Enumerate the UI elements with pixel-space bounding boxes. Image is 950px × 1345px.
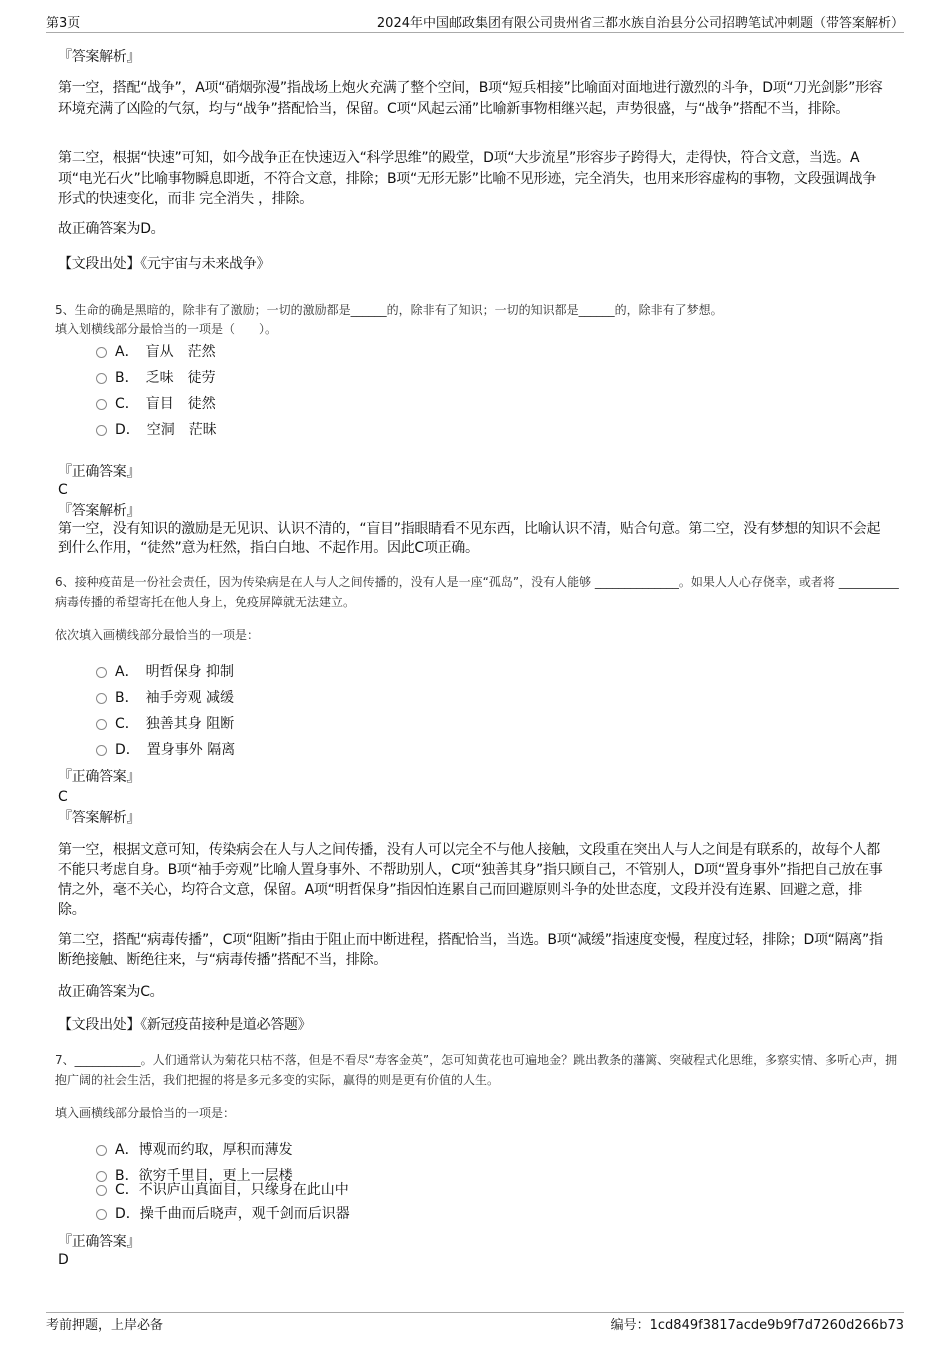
analysis-paragraph: 第一空，根据文意可知，传染病会在人与人之间传播，没有人可以完全不与他人接触，文段重在突出人与人之间是有联系的，故每个人都不能只考虑自身。B项“袖手旁观”比喻人置身事外、不帮助别人，C项“独善其身”指只顾自己，不管别人，D项“置身事外”指把自己放在事情之外，毫不关心，均符合文意，保留。A项“明哲保身”指因怕连累自己而回避原则斗争的处世态度，文段并没有连累、回避之意，排除。 [58,842,883,918]
option-label: D．操千曲而后晓声，观千剑而后识器 [115,1206,350,1222]
radio-icon[interactable] [96,1209,107,1220]
option-c[interactable] [96,1181,349,1199]
correct-answer: C [58,482,68,498]
analysis-label: 『答案解析』 [58,810,141,826]
option-a[interactable] [96,1141,293,1159]
option-label: A． 盲从 茫然 [115,344,216,360]
source: 【文段出处】《元宇宙与未来战争》 [58,256,271,272]
header-divider [46,32,904,33]
option-label: A．博观而约取，厚积而薄发 [115,1142,293,1158]
code-label: 编号： [610,1318,650,1333]
question-5-prompt: 填入划横线部分最恰当的一项是（ ）。 [55,322,278,336]
question-7-prompt: 填入画横线部分最恰当的一项是： [55,1106,236,1120]
option-label: B． 袖手旁观 减缓 [115,690,235,706]
radio-icon[interactable] [96,693,107,704]
option-c[interactable] [96,395,216,413]
option-label: D． 空洞 茫昧 [115,422,217,438]
option-label: C． 盲目 徒然 [115,396,216,412]
correct-answer-label: 『正确答案』 [58,464,141,480]
option-label: B．欲穷千里目，更上一层楼 [115,1168,293,1184]
option-d[interactable] [96,741,235,759]
question-5-stem: 5、生命的确是黑暗的，除非有了激励；一切的激励都是______的，除非有了知识；一切的知识都是______的，除非有了梦想。 [55,303,723,317]
code-value: 1cd849f3817acde9b9f7d7260d266b73 [649,1318,904,1333]
option-c[interactable] [96,715,234,733]
conclusion: 故正确答案为C。 [58,984,164,1000]
radio-icon[interactable] [96,373,107,384]
analysis-paragraph: 第一空，搭配“战争”，A项“硝烟弥漫”指战场上炮火充满了整个空间，B项“短兵相接”比喻面对面地进行激烈的斗争，D项“刀光剑影”形容环境充满了凶险的气氛，均与“战争”搭配恰当，保留。C项“风起云涌”比喻新事物相继兴起，声势很盛，与“战争”搭配不当，排除。 [58,80,883,117]
document-title: 2024年中国邮政集团有限公司贵州省三都水族自治县分公司招聘笔试冲刺题（带答案解析） [376,16,904,31]
analysis-label: 『答案解析』 [58,49,141,65]
option-b[interactable] [96,689,234,707]
radio-icon[interactable] [96,399,107,410]
option-b[interactable] [96,369,216,387]
option-label: C． 独善其身 阻断 [115,716,235,732]
correct-answer: C [58,789,68,805]
radio-icon[interactable] [96,1145,107,1156]
correct-answer-label: 『正确答案』 [58,769,141,785]
source: 【文段出处】《新冠疫苗接种是道必答题》 [58,1017,312,1033]
radio-icon[interactable] [96,667,107,678]
analysis-paragraph: 第二空，根据“快速”可知，如今战争正在快速迈入“科学思维”的殿堂，D项“大步流星”形容步子跨得大，走得快，符合文意，当选。A项“电光石火”比喻事物瞬息即逝，不符合文意，排除；B项“无形无影”比喻不见形迹，完全消失，也用来形容虚构的事物，文段强调战争形式的快速变化，而非 完全消失 ，排除。 [58,150,877,207]
footer-slogan: 考前押题，上岸必备 [46,1318,164,1333]
conclusion: 故正确答案为D。 [58,221,165,237]
radio-icon[interactable] [96,745,107,756]
radio-icon[interactable] [96,347,107,358]
option-label: A． 明哲保身 抑制 [115,664,235,680]
question-6-prompt: 依次填入画横线部分最恰当的一项是： [55,628,260,642]
option-d[interactable] [96,421,217,439]
analysis-label: 『答案解析』 [58,503,141,519]
correct-answer: D [58,1252,69,1268]
radio-icon[interactable] [96,719,107,730]
option-d[interactable] [96,1205,350,1223]
option-label: D． 置身事外 隔离 [115,742,236,758]
option-a[interactable] [96,343,216,361]
question-6-stem: 6、接种疫苗是一份社会责任，因为传染病是在人与人之间传播的，没有人是一座“孤岛”，没有人能够 ______________。如果人人心存侥幸，或者将 __________病毒传播的希望寄托在他人身上，免疫屏障就无法建立。 [55,575,899,609]
question-7-stem: 7、___________。人们通常认为菊花只枯不落，但是不看尽“寿客金英”，怎可知黄花也可遍地金？跳出教条的藩篱、突破程式化思维，多察实情、多听心声，拥抱广阔的社会生活，我们把握的将是多元多变的实际，赢得的则是更有价值的人生。 [55,1053,898,1087]
footer-divider [46,1312,904,1313]
option-label: C．不识庐山真面目，只缘身在此山中 [115,1182,349,1198]
radio-icon[interactable] [96,425,107,436]
page-number: 第3页 [46,16,81,31]
footer-code [611,1314,904,1333]
radio-icon[interactable] [96,1185,107,1196]
analysis-paragraph: 第一空，没有知识的激励是无见识、认识不清的，“盲目”指眼睛看不见东西，比喻认识不清，贴合句意。第二空，没有梦想的知识不会起到什么作用，“徒然”意为枉然，指白白地、不起作用。因此C项正确。 [58,521,881,556]
correct-answer-label: 『正确答案』 [58,1234,141,1250]
analysis-paragraph: 第二空，搭配“病毒传播”，C项“阻断”指由于阻止而中断进程，搭配恰当，当选。B项“减缓”指速度变慢，程度过轻，排除；D项“隔离”指断绝接触、断绝往来，与“病毒传播”搭配不当，排除。 [58,932,883,968]
option-label: B． 乏味 徒劳 [115,370,216,386]
option-a[interactable] [96,663,234,681]
